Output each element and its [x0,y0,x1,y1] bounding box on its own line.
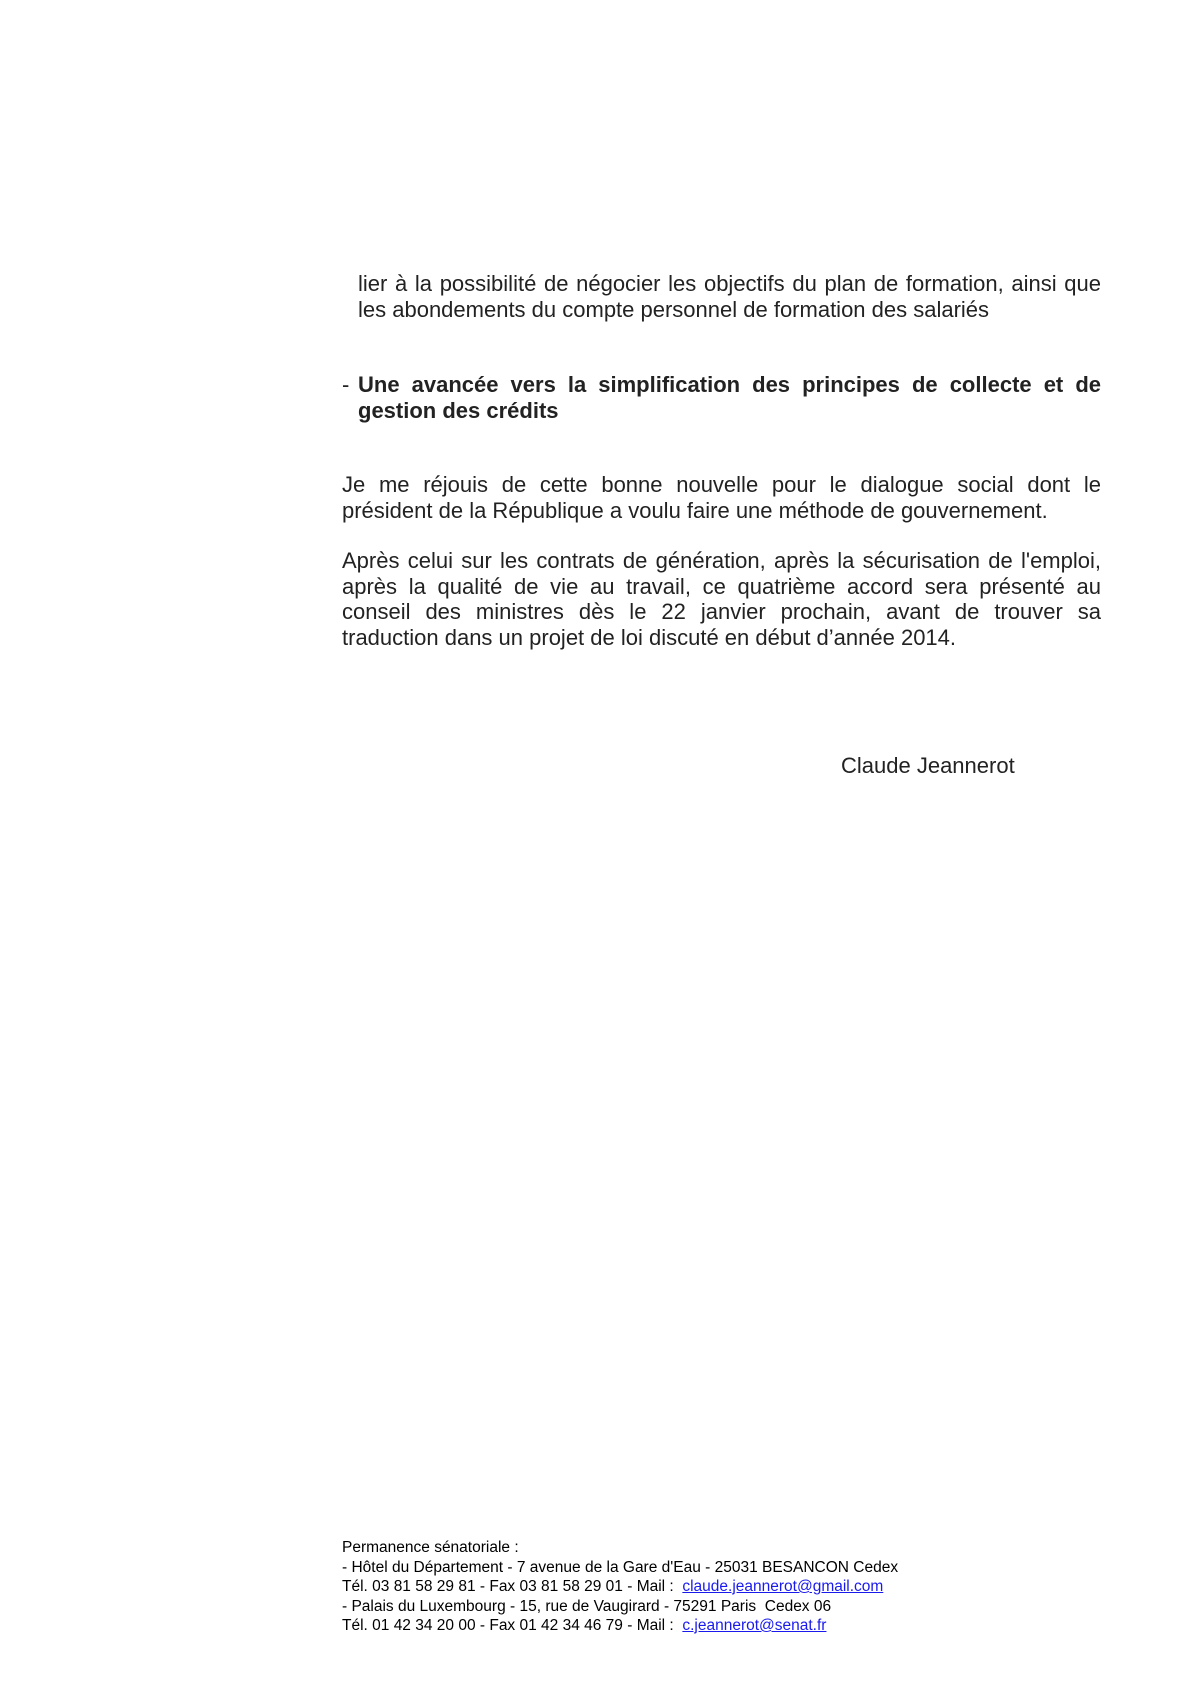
footer-office1-contact: Tél. 03 81 58 29 81 - Fax 03 81 58 29 01 - Mail : [342,1578,683,1595]
paragraph-2: Après celui sur les contrats de génération, après la sécurisation de l'emploi, après la qualité de vie au travail, ce quatrième accord sera présenté au conseil des ministres dès le 22 janvier prochain, avant de trouver sa traduction dans un projet de loi discuté en début d’année 2014. [342,548,1101,650]
footer-heading: Permanence sénatoriale : [342,1539,519,1556]
footer-office2-address: - Palais du Luxembourg - 15, rue de Vaugirard - 75291 Paris Cedex 06 [342,1597,832,1615]
footer-office2-email-link[interactable]: c.jeannerot@senat.fr [682,1617,827,1634]
footer-office1-address: - Hôtel du Département - 7 avenue de la Gare d'Eau - 25031 BESANCON Cedex [342,1558,899,1576]
footer-office2-contact: Tél. 01 42 34 20 00 - Fax 01 42 34 46 79 - Mail : [342,1617,683,1634]
bullet-item [342,372,1101,423]
footer-office1-contact-line [342,1577,898,1597]
footer-office2-contact-line [342,1616,898,1636]
bullet-heading: Une avancée vers la simplification des principes de collecte et de gestion des crédits [358,372,1101,423]
list-item-continuation: lier à la possibilité de négocier les objectifs du plan de formation, ainsi que les abondements du compte personnel de formation des salariés [358,271,1101,322]
paragraph-1: Je me réjouis de cette bonne nouvelle pour le dialogue social dont le président de la République a voulu faire une méthode de gouvernement. [342,472,1101,523]
footer-office1-email-link[interactable]: claude.jeannerot@gmail.com [682,1578,884,1595]
bullet-dash: - [342,372,350,397]
signature: Claude Jeannerot [841,753,1015,778]
footer-contact-block [342,1538,898,1636]
